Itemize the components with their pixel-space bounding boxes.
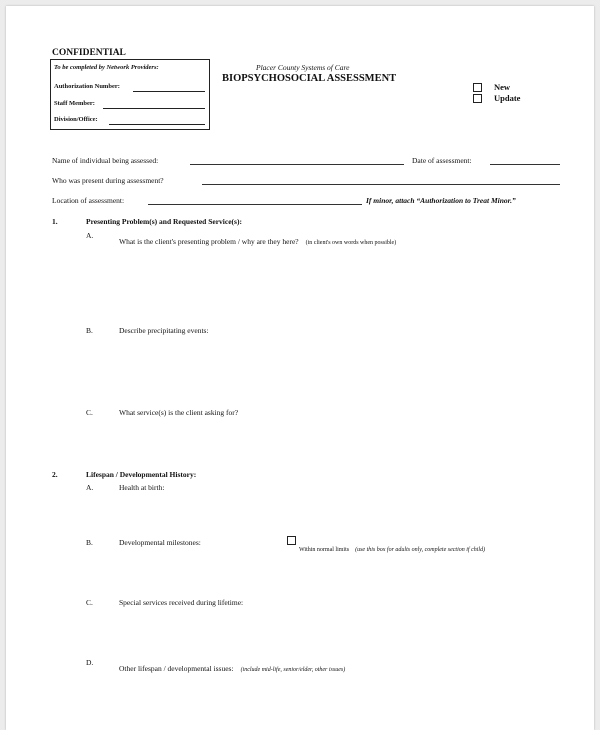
item-2d-text: Other lifespan / developmental issues: [119, 664, 234, 673]
item-2a-letter: A. [86, 483, 94, 492]
within-normal-limits-note: (use this box for adults only, complete section if child) [355, 547, 486, 553]
item-2d [119, 658, 345, 676]
present-field[interactable] [202, 184, 560, 185]
section-2-number: 2. [52, 470, 58, 479]
new-label: New [494, 82, 511, 92]
item-2b-letter: B. [86, 538, 93, 547]
within-normal-limits-checkbox[interactable] [287, 536, 296, 545]
item-2c-text: Special services received during lifetime: [119, 598, 244, 607]
date-field[interactable] [490, 164, 560, 165]
location-label: Location of assessment: [52, 196, 125, 205]
item-1b-letter: B. [86, 326, 93, 335]
division-office-label: Division/Office: [54, 116, 98, 123]
authorization-number-field[interactable] [133, 91, 205, 92]
provider-info-box [50, 59, 210, 130]
staff-member-label: Staff Member: [54, 100, 95, 107]
name-field[interactable] [190, 164, 404, 165]
item-1c-text: What service(s) is the client asking for? [119, 408, 239, 417]
document-title: BIOPSYCHOSOCIAL ASSESSMENT [222, 73, 397, 84]
minor-authorization-note: If minor, attach “Authorization to Treat Minor.” [366, 196, 516, 205]
item-2d-note: (include mid-life, senior/elder, other issues) [240, 667, 346, 673]
location-field[interactable] [148, 204, 362, 205]
item-1a-text: What is the client's presenting problem / why are they here? [119, 237, 299, 246]
item-1c-letter: C. [86, 408, 93, 417]
item-1a-letter: A. [86, 231, 94, 240]
staff-member-field[interactable] [103, 108, 205, 109]
within-normal-limits-label: Within normal limits [299, 547, 350, 553]
section-2-title: Lifespan / Developmental History: [86, 470, 197, 479]
update-label: Update [494, 93, 521, 103]
item-2b-text: Developmental milestones: [119, 538, 201, 547]
form-page [6, 6, 594, 730]
present-label: Who was present during assessment? [52, 176, 164, 185]
section-1-number: 1. [52, 217, 58, 226]
confidential-label: CONFIDENTIAL [52, 48, 126, 58]
date-label: Date of assessment: [412, 156, 472, 165]
provider-instructions: To be completed by Network Providers: [54, 64, 159, 71]
item-2c-letter: C. [86, 598, 93, 607]
section-1-title: Presenting Problem(s) and Requested Service(s): [86, 217, 242, 226]
item-1a-note: (in client's own words when possible) [305, 240, 397, 246]
item-1a [119, 231, 396, 249]
item-2a-text: Health at birth: [119, 483, 165, 492]
item-2d-letter: D. [86, 658, 94, 667]
division-office-field[interactable] [109, 124, 205, 125]
item-1b-text: Describe precipitating events: [119, 326, 209, 335]
new-checkbox[interactable] [473, 83, 482, 92]
update-checkbox[interactable] [473, 94, 482, 103]
within-normal-limits [299, 538, 485, 556]
authorization-number-label: Authorization Number: [54, 83, 120, 90]
name-label: Name of individual being assessed: [52, 156, 159, 165]
organization-name: Placer County Systems of Care [256, 63, 350, 72]
